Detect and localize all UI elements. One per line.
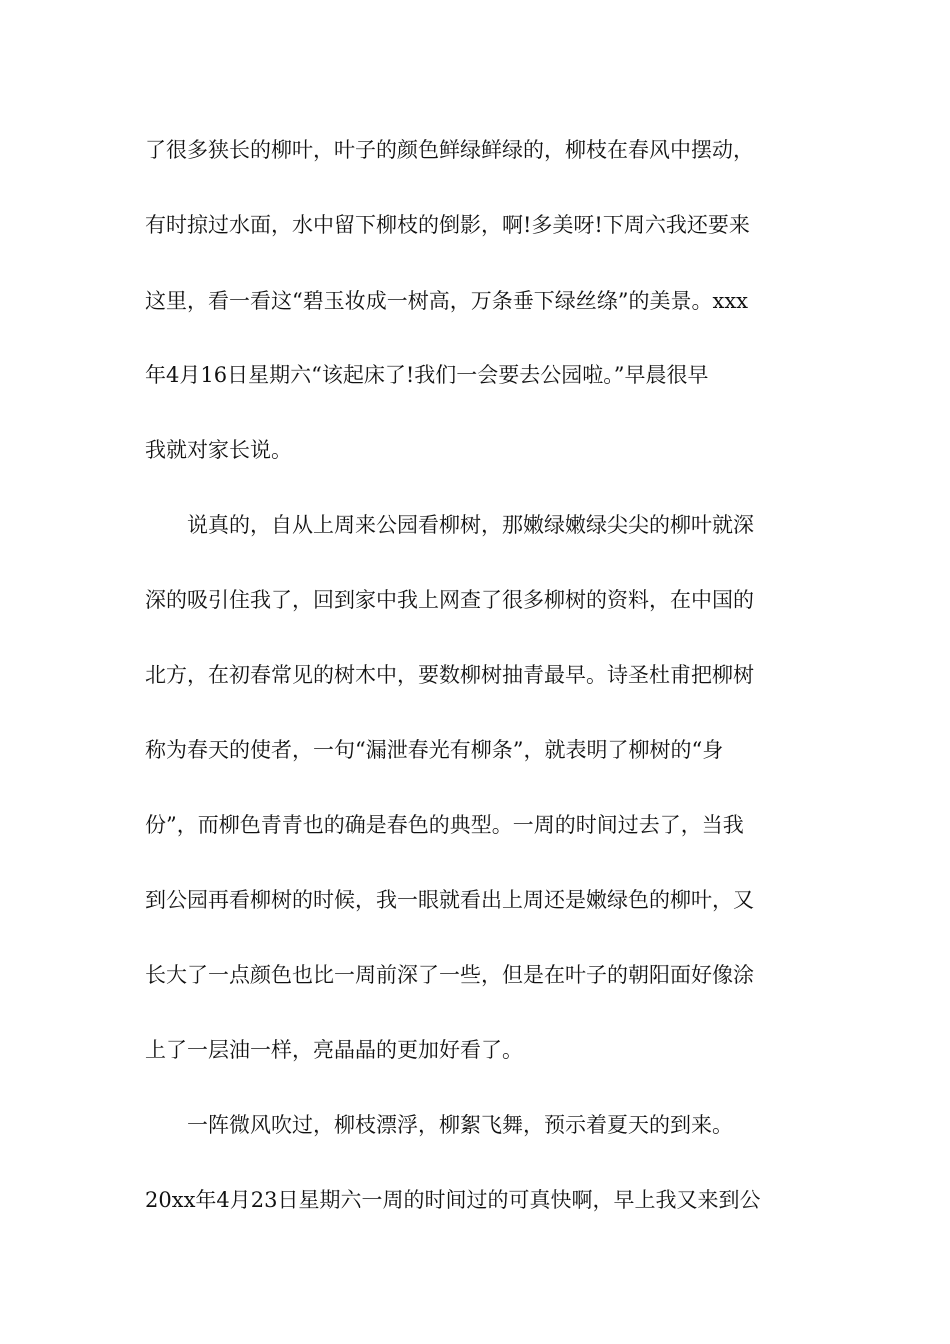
text-line: 年4月16日星期六“该起床了!我们一会要去公园啦。”早晨很早 <box>145 363 709 387</box>
text-line: 到公园再看柳树的时候，我一眼就看出上周还是嫩绿色的柳叶，又 <box>145 888 754 912</box>
text-line: 称为春天的使者，一句“漏泄春光有柳条”，就表明了柳树的“身 <box>145 738 724 762</box>
text-line: 这里，看一看这“碧玉妆成一树高，万条垂下绿丝绦”的美景。xxx <box>145 289 748 313</box>
text-line: 北方，在初春常见的树木中，要数柳树抽青最早。诗圣杜甫把柳树 <box>145 663 754 687</box>
text-line: 深的吸引住我了，回到家中我上网查了很多柳树的资料，在中国的 <box>145 588 754 612</box>
text-line: 上了一层油一样，亮晶晶的更加好看了。 <box>145 1038 523 1062</box>
text-line: 长大了一点颜色也比一周前深了一些，但是在叶子的朝阳面好像涂 <box>145 963 754 987</box>
text-line: 有时掠过水面，水中留下柳枝的倒影，啊!多美呀!下周六我还要来 <box>145 213 750 237</box>
text-line: 20xx年4月23日星期六一周的时间过的可真快啊，早上我又来到公 <box>145 1188 761 1212</box>
text-line: 说真的，自从上周来公园看柳树，那嫩绿嫩绿尖尖的柳叶就深 <box>145 513 754 537</box>
text-line: 一阵微风吹过，柳枝漂浮，柳絮飞舞，预示着夏天的到来。 <box>145 1113 733 1137</box>
text-line: 了很多狭长的柳叶，叶子的颜色鲜绿鲜绿的，柳枝在春风中摆动， <box>145 138 754 162</box>
text-line: 份”，而柳色青青也的确是春色的典型。一周的时间过去了，当我 <box>145 813 744 837</box>
text-line: 我就对家长说。 <box>145 438 292 462</box>
